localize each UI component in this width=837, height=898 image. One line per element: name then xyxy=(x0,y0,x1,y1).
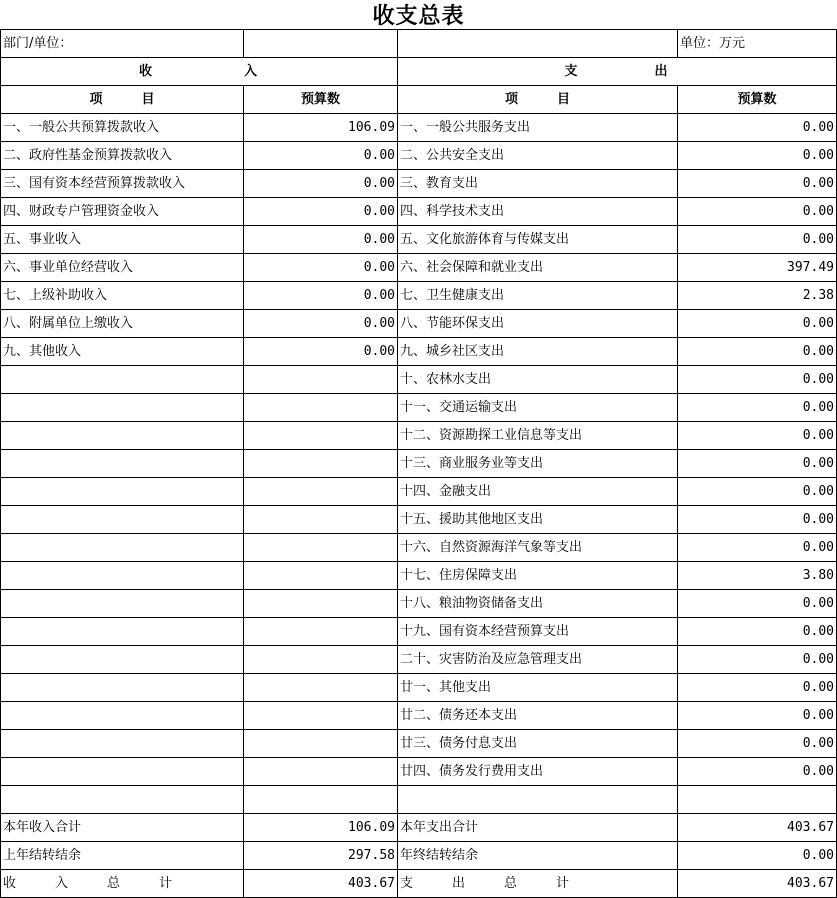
income-budget-cell[interactable] xyxy=(244,786,398,814)
table-row xyxy=(1,422,837,450)
dept-value-cell[interactable] xyxy=(244,30,398,58)
income-item-cell[interactable]: 三、国有资本经营预算拨款收入 xyxy=(1,170,244,198)
unit-label-cell: 单位：万元 xyxy=(678,30,837,58)
expense-budget-cell[interactable]: 397.49 xyxy=(678,254,837,282)
expense-budget-cell[interactable]: 0.00 xyxy=(678,170,837,198)
income-item-cell[interactable] xyxy=(1,478,244,506)
income-budget-cell[interactable]: 297.58 xyxy=(244,842,398,870)
expense-item-cell[interactable]: 四、科学技术支出 xyxy=(398,198,678,226)
income-item-header: 项 目 xyxy=(1,86,244,114)
income-budget-cell[interactable]: 0.00 xyxy=(244,282,398,310)
table-body xyxy=(1,30,837,898)
expense-item-cell[interactable]: 一、一般公共服务支出 xyxy=(398,114,678,142)
expense-budget-cell[interactable]: 0.00 xyxy=(678,758,837,786)
table-row xyxy=(1,562,837,590)
expense-item-cell[interactable]: 五、文化旅游体育与传媒支出 xyxy=(398,226,678,254)
expense-item-cell[interactable]: 七、卫生健康支出 xyxy=(398,282,678,310)
income-budget-cell[interactable]: 106.09 xyxy=(244,814,398,842)
total-row xyxy=(1,870,837,898)
income-budget-cell[interactable] xyxy=(244,450,398,478)
total-row xyxy=(1,842,837,870)
total-row xyxy=(1,814,837,842)
table-row xyxy=(1,506,837,534)
income-item-cell[interactable] xyxy=(1,394,244,422)
income-budget-cell[interactable]: 0.00 xyxy=(244,170,398,198)
expense-budget-cell[interactable]: 3.80 xyxy=(678,562,837,590)
expense-item-cell[interactable]: 十八、粮油物资储备支出 xyxy=(398,590,678,618)
expense-budget-cell[interactable]: 0.00 xyxy=(678,478,837,506)
expense-item-cell[interactable]: 廿二、债务还本支出 xyxy=(398,702,678,730)
expense-item-cell[interactable]: 八、节能环保支出 xyxy=(398,310,678,338)
income-item-cell[interactable] xyxy=(1,646,244,674)
expense-budget-cell[interactable]: 0.00 xyxy=(678,506,837,534)
table-row xyxy=(1,338,837,366)
table-row xyxy=(1,198,837,226)
expense-item-cell[interactable]: 十、农林水支出 xyxy=(398,366,678,394)
expense-budget-cell[interactable]: 0.00 xyxy=(678,114,837,142)
income-budget-cell[interactable] xyxy=(244,758,398,786)
income-section-header: 收 入 xyxy=(1,58,398,86)
income-item-cell[interactable]: 一、一般公共预算拨款收入 xyxy=(1,114,244,142)
column-header-row xyxy=(1,86,837,114)
expense-item-cell[interactable]: 十九、国有资本经营预算支出 xyxy=(398,618,678,646)
expense-item-cell[interactable]: 廿四、债务发行费用支出 xyxy=(398,758,678,786)
table-row xyxy=(1,534,837,562)
income-item-cell[interactable]: 收 入 总 计 xyxy=(1,870,244,898)
expense-budget-cell[interactable]: 2.38 xyxy=(678,282,837,310)
expense-item-cell[interactable]: 本年支出合计 xyxy=(398,814,678,842)
expense-item-cell[interactable]: 三、教育支出 xyxy=(398,170,678,198)
income-budget-cell[interactable] xyxy=(244,506,398,534)
expense-budget-cell[interactable]: 0.00 xyxy=(678,534,837,562)
table-row xyxy=(1,786,837,814)
table-row xyxy=(1,226,837,254)
income-item-cell[interactable] xyxy=(1,674,244,702)
income-budget-cell[interactable] xyxy=(244,730,398,758)
income-item-cell[interactable]: 本年收入合计 xyxy=(1,814,244,842)
table-row xyxy=(1,366,837,394)
income-item-cell[interactable]: 四、财政专户管理资金收入 xyxy=(1,198,244,226)
income-item-cell[interactable]: 七、上级补助收入 xyxy=(1,282,244,310)
expense-budget-cell[interactable]: 0.00 xyxy=(678,338,837,366)
expense-item-header: 项 目 xyxy=(398,86,678,114)
expense-item-cell[interactable]: 十一、交通运输支出 xyxy=(398,394,678,422)
table-row xyxy=(1,142,837,170)
income-budget-cell[interactable] xyxy=(244,618,398,646)
expense-budget-cell[interactable]: 0.00 xyxy=(678,702,837,730)
table-row xyxy=(1,618,837,646)
income-item-cell[interactable] xyxy=(1,590,244,618)
expense-budget-cell[interactable]: 0.00 xyxy=(678,142,837,170)
income-budget-cell[interactable] xyxy=(244,394,398,422)
income-budget-cell[interactable]: 0.00 xyxy=(244,254,398,282)
income-item-cell[interactable] xyxy=(1,506,244,534)
income-item-cell[interactable] xyxy=(1,730,244,758)
income-budget-cell[interactable]: 403.67 xyxy=(244,870,398,898)
income-item-cell[interactable] xyxy=(1,786,244,814)
table-row xyxy=(1,450,837,478)
income-budget-cell[interactable] xyxy=(244,646,398,674)
income-item-cell[interactable] xyxy=(1,758,244,786)
income-budget-cell[interactable] xyxy=(244,674,398,702)
expense-budget-cell[interactable]: 0.00 xyxy=(678,310,837,338)
expense-budget-cell[interactable]: 0.00 xyxy=(678,730,837,758)
budget-table xyxy=(0,29,837,898)
expense-item-cell[interactable]: 支 出 总 计 xyxy=(398,870,678,898)
income-item-cell[interactable] xyxy=(1,366,244,394)
expense-budget-cell[interactable]: 0.00 xyxy=(678,394,837,422)
expense-budget-cell[interactable]: 0.00 xyxy=(678,646,837,674)
table-row xyxy=(1,730,837,758)
income-budget-cell[interactable] xyxy=(244,590,398,618)
expense-item-cell[interactable]: 十六、自然资源海洋气象等支出 xyxy=(398,534,678,562)
income-item-cell[interactable]: 六、事业单位经营收入 xyxy=(1,254,244,282)
expense-budget-cell[interactable]: 403.67 xyxy=(678,870,837,898)
expense-budget-cell[interactable]: 0.00 xyxy=(678,422,837,450)
table-row xyxy=(1,310,837,338)
page-title: 收支总表 xyxy=(372,3,465,29)
dept-label-cell: 部门/单位： xyxy=(1,30,244,58)
section-row xyxy=(1,58,837,86)
table-row xyxy=(1,702,837,730)
table-row xyxy=(1,282,837,310)
table-row xyxy=(1,114,837,142)
expense-budget-cell[interactable] xyxy=(678,786,837,814)
income-budget-cell[interactable] xyxy=(244,562,398,590)
income-budget-cell[interactable]: 0.00 xyxy=(244,338,398,366)
income-budget-cell[interactable] xyxy=(244,702,398,730)
table-row xyxy=(1,674,837,702)
income-budget-cell[interactable] xyxy=(244,478,398,506)
expense-budget-cell[interactable]: 0.00 xyxy=(678,198,837,226)
expense-item-cell[interactable]: 九、城乡社区支出 xyxy=(398,338,678,366)
income-budget-cell[interactable] xyxy=(244,534,398,562)
income-item-cell[interactable] xyxy=(1,618,244,646)
income-budget-cell[interactable]: 0.00 xyxy=(244,198,398,226)
income-item-cell[interactable] xyxy=(1,702,244,730)
expense-item-cell[interactable]: 十七、住房保障支出 xyxy=(398,562,678,590)
income-budget-header: 预算数 xyxy=(244,86,398,114)
income-budget-cell[interactable]: 106.09 xyxy=(244,114,398,142)
income-item-cell[interactable]: 二、政府性基金预算拨款收入 xyxy=(1,142,244,170)
expense-item-cell[interactable]: 二、公共安全支出 xyxy=(398,142,678,170)
expense-budget-cell[interactable]: 0.00 xyxy=(678,450,837,478)
expense-budget-cell[interactable]: 403.67 xyxy=(678,814,837,842)
expense-item-cell[interactable]: 十二、资源勘探工业信息等支出 xyxy=(398,422,678,450)
expense-item-cell[interactable]: 十五、援助其他地区支出 xyxy=(398,506,678,534)
table-row xyxy=(1,590,837,618)
income-item-cell[interactable] xyxy=(1,422,244,450)
expense-item-cell[interactable]: 廿一、其他支出 xyxy=(398,674,678,702)
income-budget-cell[interactable] xyxy=(244,422,398,450)
expense-item-cell[interactable]: 年终结转结余 xyxy=(398,842,678,870)
income-budget-cell[interactable]: 0.00 xyxy=(244,310,398,338)
expense-budget-cell[interactable]: 0.00 xyxy=(678,674,837,702)
income-item-cell[interactable] xyxy=(1,562,244,590)
income-item-cell[interactable]: 八、附属单位上缴收入 xyxy=(1,310,244,338)
income-item-cell[interactable]: 九、其他收入 xyxy=(1,338,244,366)
expense-budget-cell[interactable]: 0.00 xyxy=(678,366,837,394)
meta-row xyxy=(1,30,837,58)
expense-item-cell[interactable] xyxy=(398,786,678,814)
table-row xyxy=(1,646,837,674)
table-row xyxy=(1,170,837,198)
income-budget-cell[interactable] xyxy=(244,366,398,394)
expense-budget-header: 预算数 xyxy=(678,86,837,114)
income-item-cell[interactable] xyxy=(1,450,244,478)
expense-budget-cell[interactable]: 0.00 xyxy=(678,590,837,618)
expense-budget-cell[interactable]: 0.00 xyxy=(678,618,837,646)
expense-item-cell[interactable]: 十四、金融支出 xyxy=(398,478,678,506)
income-item-cell[interactable] xyxy=(1,534,244,562)
expense-budget-cell[interactable]: 0.00 xyxy=(678,226,837,254)
table-row xyxy=(1,758,837,786)
table-row xyxy=(1,254,837,282)
income-item-cell[interactable]: 五、事业收入 xyxy=(1,226,244,254)
income-budget-cell[interactable]: 0.00 xyxy=(244,142,398,170)
expense-item-cell[interactable]: 十三、商业服务业等支出 xyxy=(398,450,678,478)
table-row xyxy=(1,394,837,422)
meta-blank-cell[interactable] xyxy=(398,30,678,58)
income-item-cell[interactable]: 上年结转结余 xyxy=(1,842,244,870)
expense-item-cell[interactable]: 廿三、债务付息支出 xyxy=(398,730,678,758)
expense-item-cell[interactable]: 二十、灾害防治及应急管理支出 xyxy=(398,646,678,674)
table-row xyxy=(1,478,837,506)
expense-budget-cell[interactable]: 0.00 xyxy=(678,842,837,870)
expense-item-cell[interactable]: 六、社会保障和就业支出 xyxy=(398,254,678,282)
income-budget-cell[interactable]: 0.00 xyxy=(244,226,398,254)
expense-section-header: 支 出 xyxy=(398,58,837,86)
